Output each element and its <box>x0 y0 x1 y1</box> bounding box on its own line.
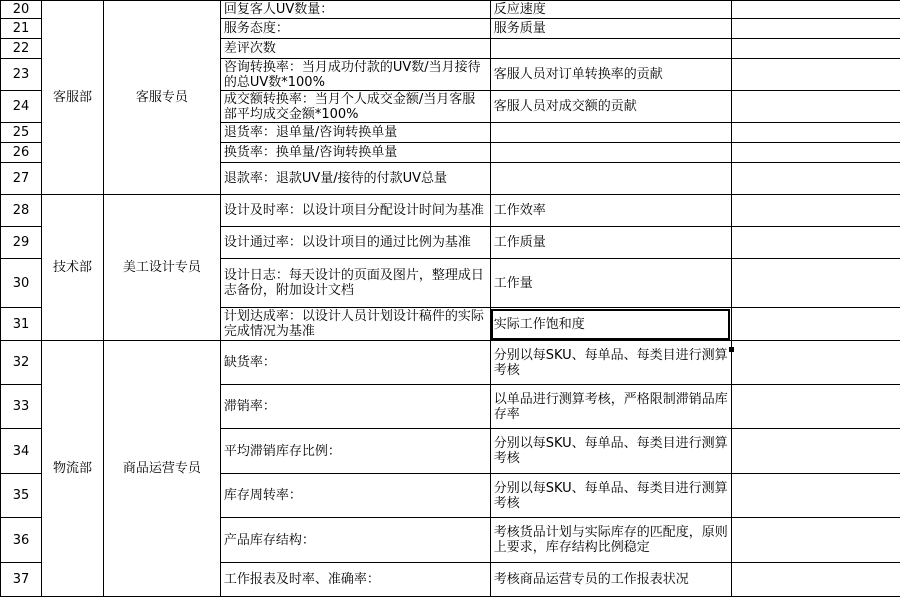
metric-cell[interactable]: 成交额转换率：当月个人成交金额/当月客服部平均成交金额*100% <box>220 91 490 123</box>
row-number[interactable]: 26 <box>1 143 42 163</box>
row-number[interactable]: 37 <box>1 563 42 597</box>
empty-cell[interactable] <box>731 429 900 474</box>
row-number[interactable]: 24 <box>1 91 42 123</box>
row-number[interactable]: 20 <box>1 1 42 19</box>
description-cell[interactable]: 分别以每SKU、每单品、每类目进行测算考核 <box>490 341 731 385</box>
empty-cell[interactable] <box>731 341 900 385</box>
row-number[interactable]: 25 <box>1 123 42 143</box>
row-number[interactable]: 31 <box>1 308 42 341</box>
description-cell[interactable]: 考核货品计划与实际库存的匹配度，原则上要求，库存结构比例稳定 <box>490 518 731 563</box>
row-number[interactable]: 34 <box>1 429 42 474</box>
empty-cell[interactable] <box>731 91 900 123</box>
fill-handle[interactable] <box>729 347 734 352</box>
metric-cell[interactable]: 设计日志：每天设计的页面及图片，整理成日志备份，附加设计文档 <box>220 259 490 308</box>
row-number[interactable]: 32 <box>1 341 42 385</box>
metric-cell[interactable]: 退货率：退单量/咨询转换单量 <box>220 123 490 143</box>
row-number[interactable]: 22 <box>1 39 42 59</box>
row-number[interactable]: 29 <box>1 227 42 259</box>
empty-cell[interactable] <box>731 39 900 59</box>
metric-cell[interactable]: 换货率：换单量/咨询转换单量 <box>220 143 490 163</box>
empty-cell[interactable] <box>731 259 900 308</box>
row-number[interactable]: 35 <box>1 474 42 518</box>
description-cell[interactable]: 工作量 <box>490 259 731 308</box>
description-cell[interactable] <box>490 163 731 195</box>
description-cell[interactable]: 工作效率 <box>490 195 731 227</box>
description-cell[interactable]: 服务质量 <box>490 19 731 39</box>
empty-cell[interactable] <box>731 474 900 518</box>
metric-cell[interactable]: 设计及时率：以设计项目分配设计时间为基准 <box>220 195 490 227</box>
empty-cell[interactable] <box>731 163 900 195</box>
department-cell[interactable]: 技术部 <box>41 195 103 341</box>
empty-cell[interactable] <box>731 563 900 597</box>
description-cell[interactable]: 客服人员对成交额的贡献 <box>490 91 731 123</box>
empty-cell[interactable] <box>731 385 900 429</box>
metric-cell[interactable]: 滞销率： <box>220 385 490 429</box>
department-cell[interactable]: 客服部 <box>41 1 103 195</box>
description-cell[interactable]: 以单品进行测算考核，严格限制滞销品库存率 <box>490 385 731 429</box>
metric-cell[interactable]: 缺货率： <box>220 341 490 385</box>
table-row <box>1 195 900 227</box>
empty-cell[interactable] <box>731 308 900 341</box>
metric-cell[interactable]: 计划达成率：以设计人员计划设计稿件的实际完成情况为基准 <box>220 308 490 341</box>
empty-cell[interactable] <box>731 227 900 259</box>
metric-cell[interactable]: 工作报表及时率、准确率： <box>220 563 490 597</box>
metric-cell[interactable]: 产品库存结构： <box>220 518 490 563</box>
table-row <box>1 341 900 385</box>
department-cell[interactable]: 物流部 <box>41 341 103 597</box>
empty-cell[interactable] <box>731 1 900 19</box>
row-number[interactable]: 30 <box>1 259 42 308</box>
description-cell[interactable]: 考核商品运营专员的工作报表状况 <box>490 563 731 597</box>
row-number[interactable]: 28 <box>1 195 42 227</box>
empty-cell[interactable] <box>731 195 900 227</box>
row-number[interactable]: 27 <box>1 163 42 195</box>
row-number[interactable]: 23 <box>1 59 42 91</box>
empty-cell[interactable] <box>731 123 900 143</box>
metric-cell[interactable]: 差评次数 <box>220 39 490 59</box>
metric-cell[interactable]: 设计通过率：以设计项目的通过比例为基准 <box>220 227 490 259</box>
description-cell[interactable]: 反应速度 <box>490 1 731 19</box>
metric-cell[interactable]: 咨询转换率：当月成功付款的UV数/当月接待的总UV数*100% <box>220 59 490 91</box>
empty-cell[interactable] <box>731 518 900 563</box>
description-cell[interactable]: 工作质量 <box>490 227 731 259</box>
metric-cell[interactable]: 退款率：退款UV量/接待的付款UV总量 <box>220 163 490 195</box>
empty-cell[interactable] <box>731 19 900 39</box>
metric-cell[interactable]: 回复客人UV数量： <box>220 1 490 19</box>
metric-cell[interactable]: 库存周转率： <box>220 474 490 518</box>
description-cell[interactable] <box>490 123 731 143</box>
metric-cell[interactable]: 服务态度： <box>220 19 490 39</box>
description-cell[interactable]: 分别以每SKU、每单品、每类目进行测算考核 <box>490 429 731 474</box>
row-number[interactable]: 21 <box>1 19 42 39</box>
table-row <box>1 1 900 19</box>
role-cell[interactable]: 美工设计专员 <box>103 195 220 341</box>
role-cell[interactable]: 客服专员 <box>103 1 220 195</box>
description-cell[interactable]: 客服人员对订单转换率的贡献 <box>490 59 731 91</box>
empty-cell[interactable] <box>731 59 900 91</box>
role-cell[interactable]: 商品运营专员 <box>103 341 220 597</box>
description-cell[interactable] <box>490 39 731 59</box>
metric-cell[interactable]: 平均滞销库存比例： <box>220 429 490 474</box>
description-cell[interactable] <box>490 143 731 163</box>
row-number[interactable]: 33 <box>1 385 42 429</box>
empty-cell[interactable] <box>731 143 900 163</box>
row-number[interactable]: 36 <box>1 518 42 563</box>
description-cell[interactable]: 分别以每SKU、每单品、每类目进行测算考核 <box>490 474 731 518</box>
selected-cell[interactable]: 实际工作饱和度 <box>490 308 731 341</box>
